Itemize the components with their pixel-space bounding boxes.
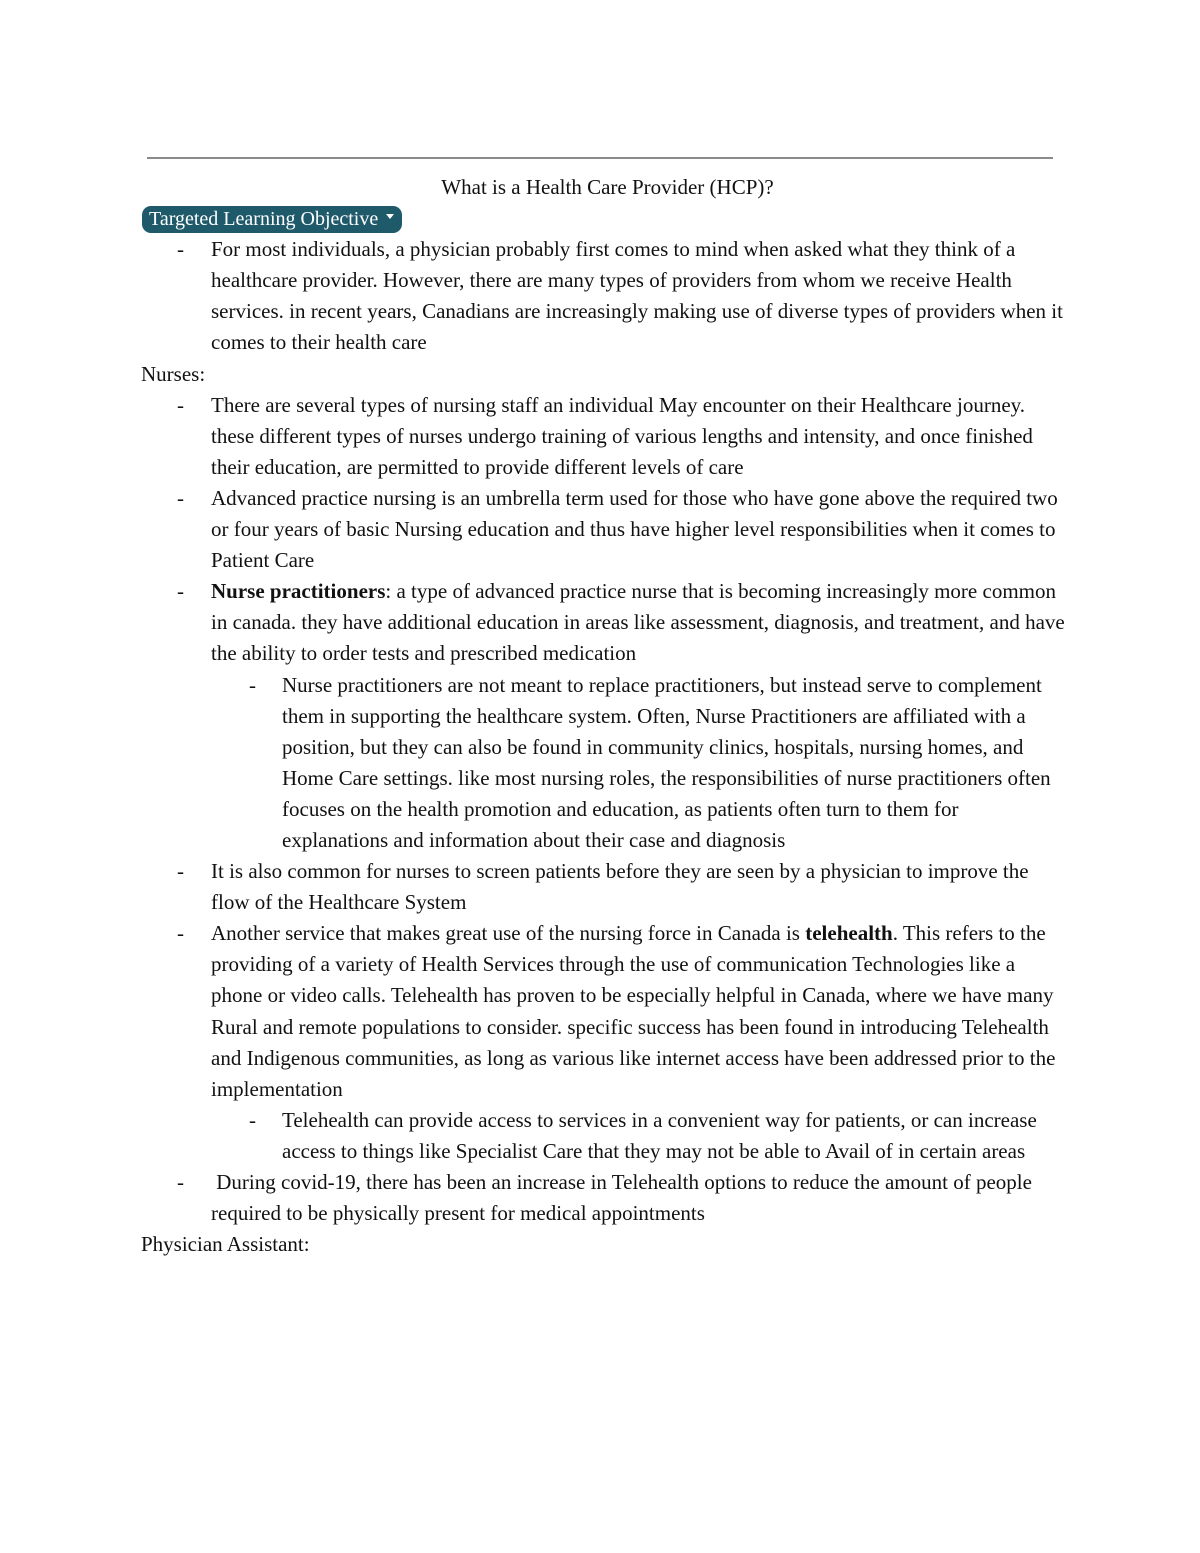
list-item: - There are several types of nursing staff an individual May encounter on their Healthcare journey. these different types of nurses undergo training of various lengths and intensity, and once finished their education, are permitted to provide different levels of care <box>141 390 1066 483</box>
targeted-learning-objective-dropdown[interactable] <box>142 206 402 233</box>
section-heading-nurses: Nurses: <box>141 361 206 386</box>
list-item: - For most individuals, a physician probably first comes to mind when asked what they think of a healthcare provider. However, there are many types of providers from whom we receive Health services. in recent years, Canadians are increasingly making use of diverse types of providers when it comes to their health care <box>141 234 1066 358</box>
document-body <box>141 172 1066 1260</box>
learning-objective-row <box>141 203 1066 234</box>
list-item: - Advanced practice nursing is an umbrella term used for those who have gone above the required two or four years of basic Nursing education and thus have higher level responsibilities when it comes to Patient Care <box>141 483 1066 576</box>
chevron-down-icon <box>386 214 394 219</box>
sub-list <box>211 670 1066 857</box>
list-item: - It is also common for nurses to screen patients before they are seen by a physician to improve the flow of the Healthcare System <box>141 856 1066 918</box>
sub-list-item: - Nurse practitioners are not meant to replace practitioners, but instead serve to complement them in supporting the healthcare system. Often, Nurse Practitioners are affiliated with a position, but they can also be found in community clinics, hospitals, nursing homes, and Home Care settings. like most nursing roles, the responsibilities of nurse practitioners often focuses on the health promotion and education, as patients often turn to them for explanations and information about their case and diagnosis <box>211 670 1066 857</box>
intro-list <box>141 234 1066 358</box>
section-heading-physician-assistant: Physician Assistant: <box>141 1232 310 1257</box>
nurses-list <box>141 390 1066 1230</box>
bold-term: Nurse practitioners <box>211 579 386 604</box>
list-item-text: Another service that makes great use of the nursing force in Canada is <box>211 921 806 946</box>
dropdown-label: Targeted Learning Objective <box>149 208 379 231</box>
bold-term: telehealth <box>805 921 893 946</box>
header-divider <box>147 157 1053 159</box>
list-item-text: . This refers to the providing of a variety of Health Services through the use of communication Technologies like a phone or video calls. Telehealth has proven to be especially helpful in Canada, where we have many Rural and remote populations to consider. specific success has been found in introducing Telehealth and Indigenous communities, as long as various like internet access have been addressed prior to the implementation <box>211 921 1056 1101</box>
list-item <box>141 576 1066 856</box>
sub-list-item: - Telehealth can provide access to services in a convenient way for patients, or can increase access to things like Specialist Care that they may not be able to Avail of in certain areas <box>211 1105 1066 1167</box>
list-item-text: : a type of advanced practice nurse that is becoming increasingly more common in canada. they have additional education in areas like assessment, diagnosis, and treatment, and have the ability to order tests and prescribed medication <box>211 579 1065 666</box>
list-item: - During covid-19, there has been an increase in Telehealth options to reduce the amount of people required to be physically present for medical appointments <box>141 1167 1066 1229</box>
list-item <box>141 918 1066 1167</box>
page-title: What is a Health Care Provider (HCP)? <box>441 175 774 199</box>
sub-list <box>211 1105 1066 1167</box>
